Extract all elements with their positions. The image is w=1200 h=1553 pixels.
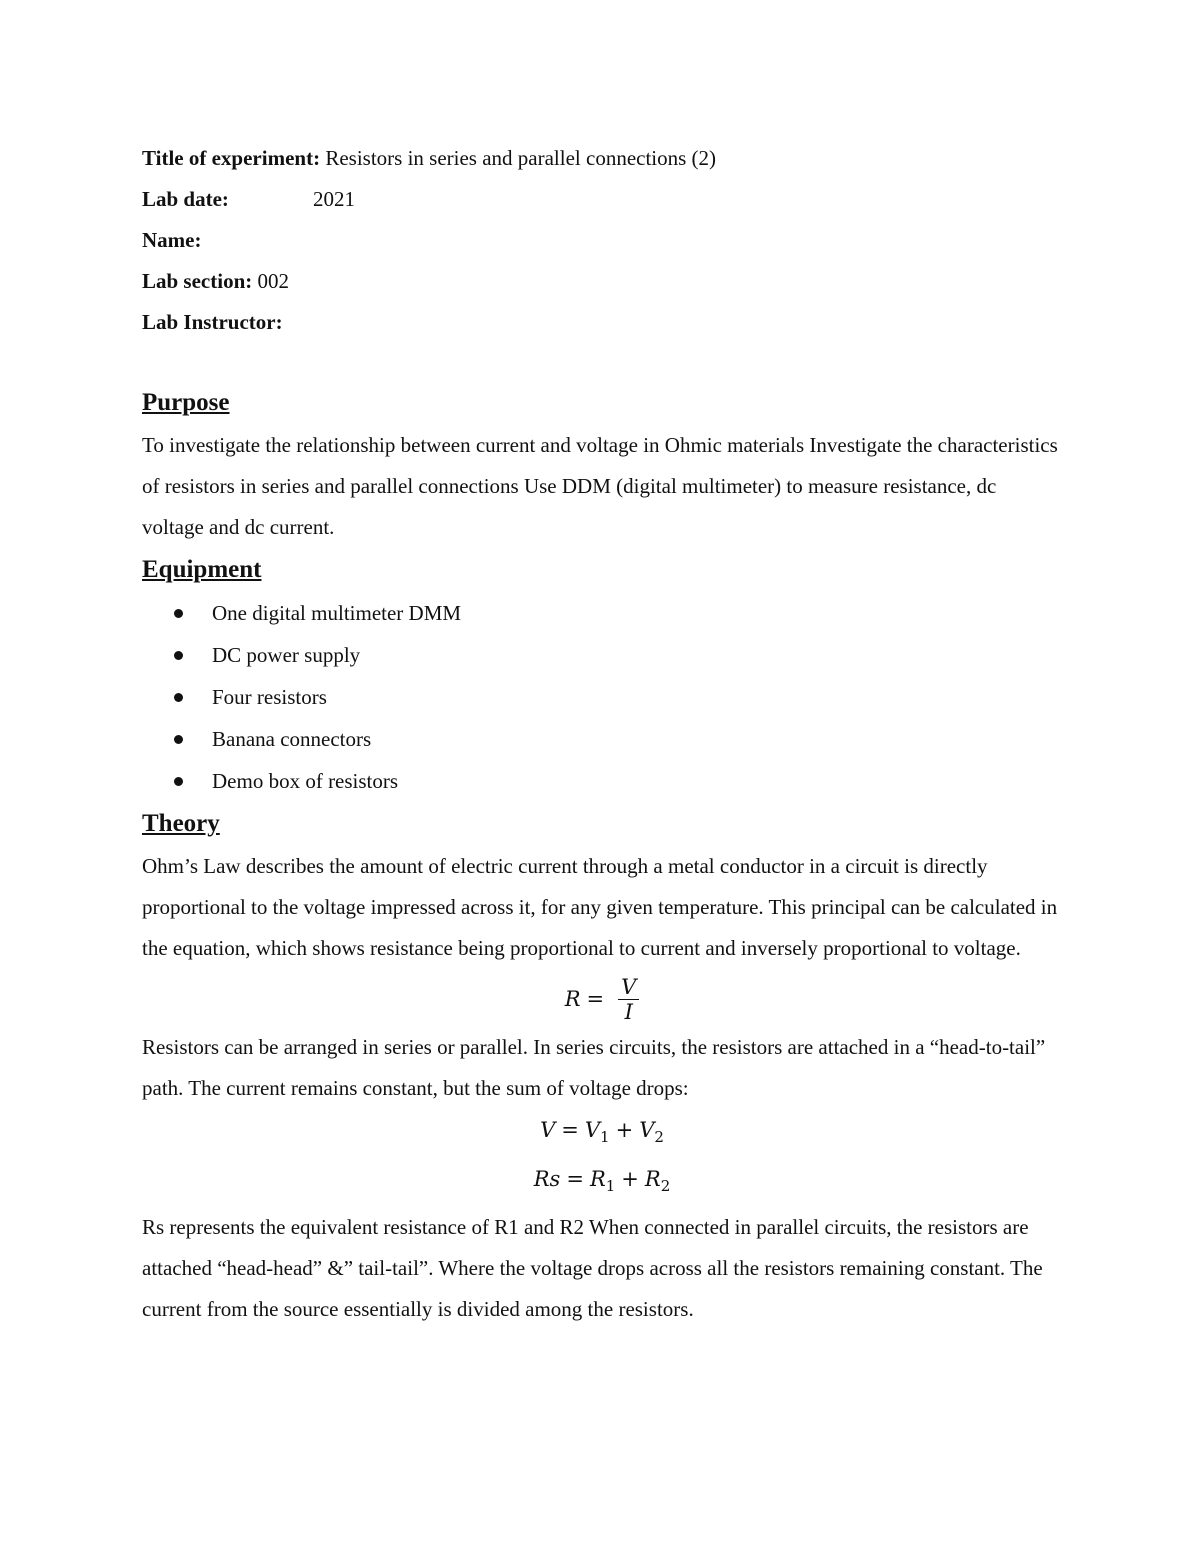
bullet-icon (174, 777, 183, 786)
equipment-list (142, 592, 1062, 802)
title-line (142, 138, 1062, 179)
bullet-icon (174, 651, 183, 660)
section-label: Lab section: (142, 269, 253, 293)
bullet-icon (174, 609, 183, 618)
theory-paragraph-3: Rs represents the equivalent resistance of R1 and R2 When connected in parallel circuits, the resistors are attached “head-head” &” tail-tail”. Where the voltage drops across all the resistors remaining constant. The current from the source essentially is divided among the resistors. (142, 1215, 1043, 1322)
eq1-numerator: V (618, 975, 639, 1000)
theory-paragraph-2: Resistors can be arranged in series or parallel. In series circuits, the resistors are attached in a “head-to-tail” path. The current remains constant, but the sum of voltage drops: (142, 1035, 1046, 1100)
list-item: DC power supply (174, 634, 1062, 676)
equipment-section (142, 548, 1062, 802)
title-label: Title of experiment: (142, 146, 321, 170)
bullet-icon (174, 693, 183, 702)
series-voltage-equation: $V = V_1 + V_2$ (540, 1118, 664, 1147)
name-line (142, 220, 1062, 261)
theory-heading: Theory (142, 810, 220, 837)
eq1-op: = (586, 987, 605, 1011)
eq1-lhs: R (564, 987, 581, 1011)
purpose-text: To investigate the relationship between current and voltage in Ohmic materials Investigate the characteristics of resistors in series and parallel connections Use DDM (digital multimeter) to measure resistance, dc voltage and dc current. (142, 433, 1058, 539)
instructor-line (142, 302, 1062, 343)
section-line (142, 261, 1062, 302)
equipment-heading: Equipment (142, 556, 262, 583)
eq1-denominator: I (624, 999, 633, 1024)
list-item: Four resistors (174, 676, 1062, 718)
list-item: One digital multimeter DMM (174, 592, 1062, 634)
title-value: Resistors in series and parallel connections (2) (320, 146, 717, 170)
list-item: Banana connectors (174, 718, 1062, 760)
ohms-law-equation (142, 971, 1062, 1027)
purpose-heading: Purpose (142, 389, 230, 416)
lab-date-line (142, 179, 1062, 220)
document-page (142, 138, 1062, 1330)
lab-date-value: 2021 (313, 187, 355, 211)
name-label: Name: (142, 228, 202, 252)
instructor-label: Lab Instructor: (142, 310, 283, 334)
list-item: Demo box of resistors (174, 760, 1062, 802)
eq1-fraction (618, 975, 639, 1024)
bullet-icon (174, 735, 183, 744)
theory-section (142, 802, 1062, 1330)
section-value: 002 (252, 269, 289, 293)
series-resistance-equation: $Rs = R_1 + R_2$ (533, 1167, 671, 1196)
header-block (142, 138, 1062, 343)
lab-date-label: Lab date: (142, 187, 229, 211)
purpose-section (142, 381, 1062, 548)
theory-paragraph-1: Ohm’s Law describes the amount of electric current through a metal conductor in a circuit is directly proportional to the voltage impressed across it, for any given temperature. This principal can be calculated in the equation, which shows resistance being proportional to current and inversely proportional to voltage. (142, 854, 1058, 960)
